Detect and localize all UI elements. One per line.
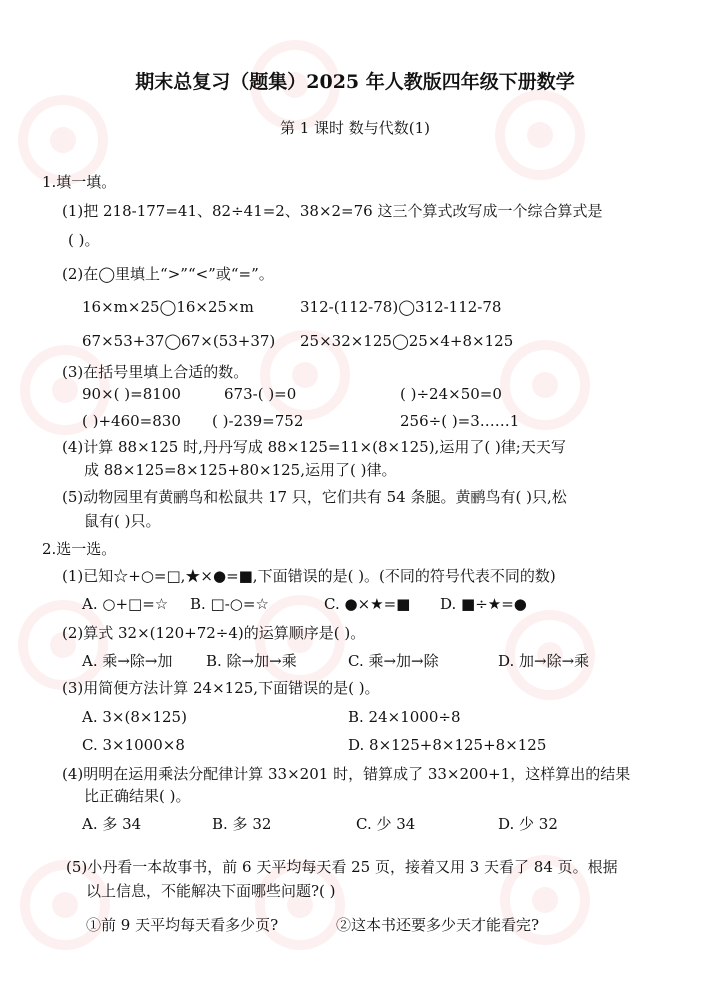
s2-q4-line1: (4)明明在运用乘法分配律计算 33×201 时，错算成了 33×200+1，这样算出的结果	[62, 765, 631, 783]
s2-q4-option-c: C. 少 34	[356, 815, 416, 833]
s2-q1-stem: (1)已知☆+○=□,★×●=■,下面错误的是( )。(不同的符号代表不同的数)	[62, 567, 556, 585]
s1-q3-stem: (3)在括号里填上合适的数。	[62, 363, 249, 381]
s1-q3-a: 90×( )=8100	[82, 385, 181, 403]
section-2-heading: 2.选一选。	[42, 540, 117, 558]
s2-q2-option-b: B. 除→加→乘	[206, 652, 297, 670]
s1-q2-stem: (2)在◯里填上“>”“<”或“=”。	[62, 265, 274, 283]
s2-q5-option-1: ①前 9 天平均每天看多少页?	[86, 916, 279, 934]
s2-q2-option-a: A. 乘→除→加	[82, 652, 173, 670]
s2-q3-option-a: A. 3×(8×125)	[82, 708, 187, 726]
s1-q5-line2: 鼠有( )只。	[84, 512, 161, 530]
s2-q1-option-d: D. ■÷★=●	[440, 595, 527, 613]
s2-q4-line2: 比正确结果( )。	[84, 787, 191, 805]
s1-q3-e: ( )-239=752	[212, 412, 304, 430]
s1-q1-line1: (1)把 218-177=41、82÷41=2、38×2=76 这三个算式改写成一个综合算式是	[62, 202, 603, 220]
s1-q3-f: 256÷( )=3……1	[400, 412, 520, 430]
s2-q2-stem: (2)算式 32×(120+72÷4)的运算顺序是( )。	[62, 624, 366, 642]
s1-q1-line2: ( )。	[68, 231, 100, 249]
s2-q2-option-c: C. 乘→加→除	[348, 652, 439, 670]
s2-q3-option-b: B. 24×1000÷8	[348, 708, 461, 726]
section-1-heading: 1.填一填。	[42, 173, 117, 191]
s1-q2-a: 16×m×25◯16×25×m	[82, 298, 254, 316]
s2-q3-option-d: D. 8×125+8×125+8×125	[348, 736, 547, 754]
s2-q5-line1: (5)小丹看一本故事书，前 6 天平均每天看 25 页，接着又用 3 天看了 84 页。根据	[66, 858, 618, 876]
s2-q1-option-a: A. ○+□=☆	[82, 595, 169, 613]
s1-q3-d: ( )+460=830	[82, 412, 181, 430]
s2-q3-option-c: C. 3×1000×8	[82, 736, 185, 754]
s1-q3-b: 673-( )=0	[224, 385, 297, 403]
s2-q4-option-b: B. 多 32	[212, 815, 272, 833]
s1-q4-line2: 成 88×125=8×125+80×125,运用了( )律。	[84, 461, 397, 479]
s1-q2-c: 67×53+37◯67×(53+37)	[82, 332, 276, 350]
s2-q5-line2: 以上信息，不能解决下面哪些问题?( )	[86, 882, 336, 900]
s2-q2-option-d: D. 加→除→乘	[498, 652, 590, 670]
s2-q4-option-d: D. 少 32	[498, 815, 558, 833]
page-title: 期末总复习（题集）2025 年人教版四年级下册数学	[135, 71, 575, 93]
lesson-subtitle: 第 1 课时 数与代数(1)	[279, 119, 431, 137]
s1-q2-b: 312-(112-78)◯312-112-78	[300, 298, 502, 316]
s1-q4-line1: (4)计算 88×125 时,丹丹写成 88×125=11×(8×125),运用了( )律;天天写	[62, 438, 566, 456]
s2-q1-option-b: B. □-○=☆	[190, 595, 269, 613]
s1-q2-d: 25×32×125◯25×4+8×125	[300, 332, 514, 350]
s1-q3-c: ( )÷24×50=0	[400, 385, 502, 403]
s2-q3-stem: (3)用简便方法计算 24×125,下面错误的是( )。	[62, 679, 380, 697]
s2-q1-option-c: C. ●×★=■	[324, 595, 411, 613]
s2-q5-option-2: ②这本书还要多少天才能看完?	[336, 916, 540, 934]
s2-q4-option-a: A. 多 34	[82, 815, 142, 833]
s1-q5-line1: (5)动物园里有黄鹂鸟和松鼠共 17 只，它们共有 54 条腿。黄鹂鸟有( )只,松	[62, 488, 567, 506]
